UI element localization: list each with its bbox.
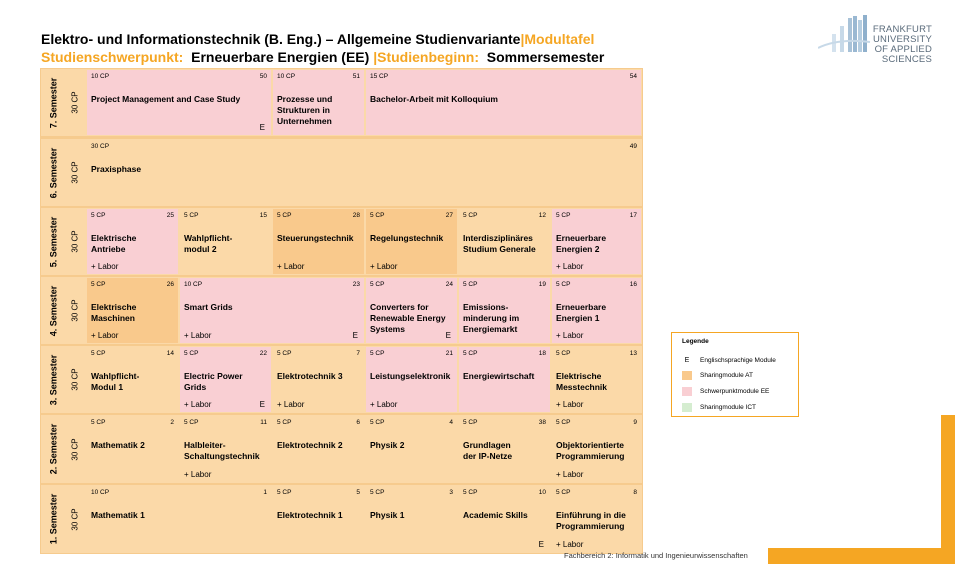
module-number: 2 — [170, 419, 174, 426]
module-cell — [273, 209, 364, 274]
module-cp: 5 CP — [277, 489, 292, 496]
module-name: Converters for Renewable Energy Systems — [370, 302, 446, 334]
module-number: 14 — [166, 350, 174, 357]
module-number: 1 — [263, 489, 267, 496]
legend-item-sharing-ict: Sharingmodule ICT — [682, 403, 756, 412]
module-labor: + Labor — [184, 400, 212, 409]
semester-cp: 30 CP — [70, 91, 80, 114]
module-cell — [87, 416, 178, 482]
module-name: Erneuerbare Energien 1 — [556, 302, 607, 323]
module-cell — [180, 209, 271, 274]
logo-line-3: OF APPLIED SCIENCES — [874, 44, 932, 65]
semester-cp: 30 CP — [70, 437, 80, 461]
semester-cp: 30 CP — [70, 299, 80, 322]
module-cp: 5 CP — [463, 281, 478, 288]
module-number: 3 — [449, 489, 453, 496]
module-cell — [273, 416, 364, 482]
module-cell — [273, 486, 364, 552]
semester-label: 2. Semester — [48, 423, 59, 475]
module-cell — [459, 416, 550, 482]
module-cell — [366, 209, 457, 274]
module-name: Elektrotechnik 2 — [277, 440, 343, 450]
module-cell — [180, 416, 271, 482]
accent-bar-horizontal — [768, 548, 955, 564]
module-cell — [366, 486, 457, 552]
module-number: 8 — [633, 489, 637, 496]
module-cp: 5 CP — [277, 350, 292, 357]
module-name: Objektorientierte Programmierung — [556, 440, 625, 461]
module-english-marker: E — [445, 331, 451, 340]
semester-cp: 30 CP — [70, 230, 80, 253]
module-cp: 15 CP — [370, 73, 389, 80]
module-number: 49 — [629, 143, 637, 150]
module-number: 51 — [352, 73, 360, 80]
module-cp: 5 CP — [556, 419, 571, 426]
semester-label: 7. Semester — [48, 77, 59, 128]
module-labor: + Labor — [184, 470, 212, 479]
module-number: 50 — [259, 73, 267, 80]
module-cp: 5 CP — [91, 350, 106, 357]
module-cp: 5 CP — [556, 350, 571, 357]
module-cell — [87, 278, 178, 343]
module-name: Academic Skills — [463, 510, 528, 520]
module-number: 28 — [352, 212, 360, 219]
semester-label: 1. Semester — [48, 493, 59, 545]
module-cell — [87, 140, 641, 205]
module-name: Energiewirtschaft — [463, 371, 535, 381]
semester-cp: 30 CP — [70, 161, 80, 184]
title-main: Elektro- und Informationstechnik (B. Eng.) – Allgemeine Studienvariante — [41, 31, 521, 47]
module-number: 21 — [445, 350, 453, 357]
module-cp: 10 CP — [277, 73, 296, 80]
module-number: 23 — [352, 281, 360, 288]
module-number: 12 — [538, 212, 546, 219]
title-accent: |Modultafel — [520, 31, 595, 47]
module-name: Elektrotechnik 3 — [277, 371, 343, 381]
module-number: 19 — [538, 281, 546, 288]
module-labor: + Labor — [370, 262, 398, 271]
semester-cp: 30 CP — [70, 368, 80, 391]
module-cell — [180, 347, 271, 412]
module-cp: 5 CP — [370, 489, 385, 496]
legend-e-symbol: E — [684, 357, 690, 364]
module-labor: + Labor — [556, 262, 584, 271]
module-cp: 5 CP — [370, 419, 385, 426]
module-number: 6 — [356, 419, 360, 426]
module-name: Steuerungstechnik — [277, 233, 354, 243]
module-cell — [552, 209, 641, 274]
focus-value: Erneuerbare Energien (EE) — [191, 49, 370, 65]
module-name: Wahlpflicht- Modul 1 — [91, 371, 140, 392]
module-cell — [273, 347, 364, 412]
module-english-marker: E — [259, 400, 265, 409]
module-cp: 5 CP — [370, 212, 385, 219]
university-logo-text — [836, 25, 932, 65]
module-cell — [366, 70, 641, 135]
module-number: 54 — [629, 73, 637, 80]
module-number: 13 — [629, 350, 637, 357]
module-name: Prozesse und Strukturen in Unternehmen — [277, 94, 333, 126]
module-labor: + Labor — [184, 331, 212, 340]
page-subtitle — [41, 49, 604, 65]
module-number: 38 — [538, 419, 546, 426]
module-number: 15 — [259, 212, 267, 219]
module-english-marker: E — [538, 540, 544, 549]
accent-bar-vertical — [941, 415, 955, 564]
module-labor: + Labor — [556, 540, 584, 549]
module-cp: 5 CP — [184, 212, 199, 219]
module-labor: + Labor — [91, 331, 119, 340]
module-cell — [87, 70, 271, 135]
module-number: 16 — [629, 281, 637, 288]
module-number: 22 — [259, 350, 267, 357]
module-cell — [366, 416, 457, 482]
legend-item-sharing-at: Sharingmodule AT — [682, 371, 753, 380]
module-cp: 5 CP — [556, 281, 571, 288]
module-cell — [459, 347, 550, 412]
logo-line-1: FRANKFURT — [872, 24, 932, 35]
module-cell — [180, 278, 364, 343]
module-name: Halbleiter- Schaltungstechnik — [184, 440, 260, 461]
module-number: 25 — [166, 212, 174, 219]
module-cp: 5 CP — [370, 350, 385, 357]
module-cp: 5 CP — [91, 419, 106, 426]
legend-swatch-green — [682, 403, 692, 412]
module-labor: + Labor — [556, 400, 584, 409]
module-cp: 30 CP — [91, 143, 110, 150]
module-name: Physik 2 — [370, 440, 405, 450]
module-name: Mathematik 1 — [91, 510, 145, 520]
legend-item-focus-ee: Schwerpunktmodule EE — [682, 387, 769, 396]
module-number: 24 — [445, 281, 453, 288]
module-cell — [552, 416, 641, 482]
footer-text: Fachbereich 2: Informatik und Ingenieurwissenschaften — [564, 551, 748, 560]
module-name: Smart Grids — [184, 302, 233, 312]
module-cell — [87, 209, 178, 274]
legend-title: Legende — [682, 338, 709, 345]
module-number: 10 — [538, 489, 546, 496]
module-cp: 5 CP — [277, 419, 292, 426]
logo-line-2: UNIVERSITY — [872, 34, 932, 45]
module-english-marker: E — [352, 331, 358, 340]
legend-swatch-orange — [682, 371, 692, 380]
module-cell — [273, 70, 364, 135]
module-name: Grundlagen der IP-Netze — [463, 440, 513, 461]
module-labor: + Labor — [277, 262, 305, 271]
module-name: Emissions- minderung im Energiemarkt — [463, 302, 520, 334]
semester-label: 5. Semester — [48, 216, 59, 267]
module-name: Regelungstechnik — [370, 233, 444, 243]
module-cp: 5 CP — [556, 489, 571, 496]
module-labor: + Labor — [370, 400, 398, 409]
module-cell — [459, 486, 550, 552]
legend — [671, 332, 799, 417]
module-cp: 5 CP — [463, 489, 478, 496]
module-name: Electric Power Grids — [184, 371, 243, 392]
module-number: 18 — [538, 350, 546, 357]
module-number: 27 — [445, 212, 453, 219]
module-cp: 5 CP — [91, 281, 106, 288]
module-english-marker: E — [259, 123, 265, 132]
semester-label: 6. Semester — [48, 147, 59, 198]
module-cell — [87, 486, 271, 552]
module-labor: + Labor — [277, 400, 305, 409]
module-cp: 5 CP — [463, 419, 478, 426]
module-labor: + Labor — [91, 262, 119, 271]
module-number: 5 — [356, 489, 360, 496]
module-name: Leistungselektronik — [370, 371, 451, 381]
module-number: 17 — [629, 212, 637, 219]
legend-item-english: E Englischsprachige Module — [682, 356, 776, 365]
module-cp: 10 CP — [91, 489, 110, 496]
module-name: Elektrische Maschinen — [91, 302, 137, 323]
module-cp: 5 CP — [91, 212, 106, 219]
module-number: 9 — [633, 419, 637, 426]
module-name: Erneuerbare Energien 2 — [556, 233, 607, 254]
module-cp: 10 CP — [184, 281, 203, 288]
start-label: |Studienbeginn: — [373, 49, 479, 65]
module-number: 7 — [356, 350, 360, 357]
semester-label: 3. Semester — [48, 354, 59, 405]
module-cp: 5 CP — [463, 212, 478, 219]
module-name: Project Management and Case Study — [91, 94, 241, 104]
module-cell — [459, 278, 550, 343]
module-name: Physik 1 — [370, 510, 405, 520]
focus-label: Studienschwerpunkt: — [41, 49, 184, 65]
module-labor: + Labor — [556, 331, 584, 340]
module-name: Mathematik 2 — [91, 440, 145, 450]
module-cp: 5 CP — [370, 281, 385, 288]
page-title — [41, 31, 594, 47]
module-labor: + Labor — [556, 470, 584, 479]
module-cell — [87, 347, 178, 412]
module-cell — [552, 347, 641, 412]
module-cell — [366, 347, 457, 412]
legend-swatch-pink — [682, 387, 692, 396]
module-cell — [459, 209, 550, 274]
module-name: Elektrotechnik 1 — [277, 510, 343, 520]
module-name: Bachelor-Arbeit mit Kolloquium — [370, 94, 498, 104]
module-number: 4 — [449, 419, 453, 426]
start-value: Sommersemester — [486, 49, 605, 65]
module-cp: 5 CP — [556, 212, 571, 219]
module-number: 11 — [260, 419, 267, 426]
module-name: Einführung in die Programmierung — [556, 510, 626, 531]
module-cp: 5 CP — [277, 212, 292, 219]
module-cell — [552, 486, 641, 552]
module-name: Praxisphase — [91, 164, 142, 174]
module-name: Wahlpflicht- modul 2 — [184, 233, 233, 254]
semester-label: 4. Semester — [48, 285, 59, 336]
semester-cp: 30 CP — [70, 507, 80, 531]
module-number: 26 — [166, 281, 174, 288]
module-name: Elektrische Antriebe — [91, 233, 137, 254]
module-cell — [366, 278, 457, 343]
module-cp: 5 CP — [184, 419, 199, 426]
module-cp: 5 CP — [184, 350, 199, 357]
module-cp: 10 CP — [91, 73, 110, 80]
module-cp: 5 CP — [463, 350, 478, 357]
module-cell — [552, 278, 641, 343]
module-name: Interdisziplinäres Studium Generale — [463, 233, 536, 254]
module-name: Elektrische Messtechnik — [556, 371, 608, 392]
